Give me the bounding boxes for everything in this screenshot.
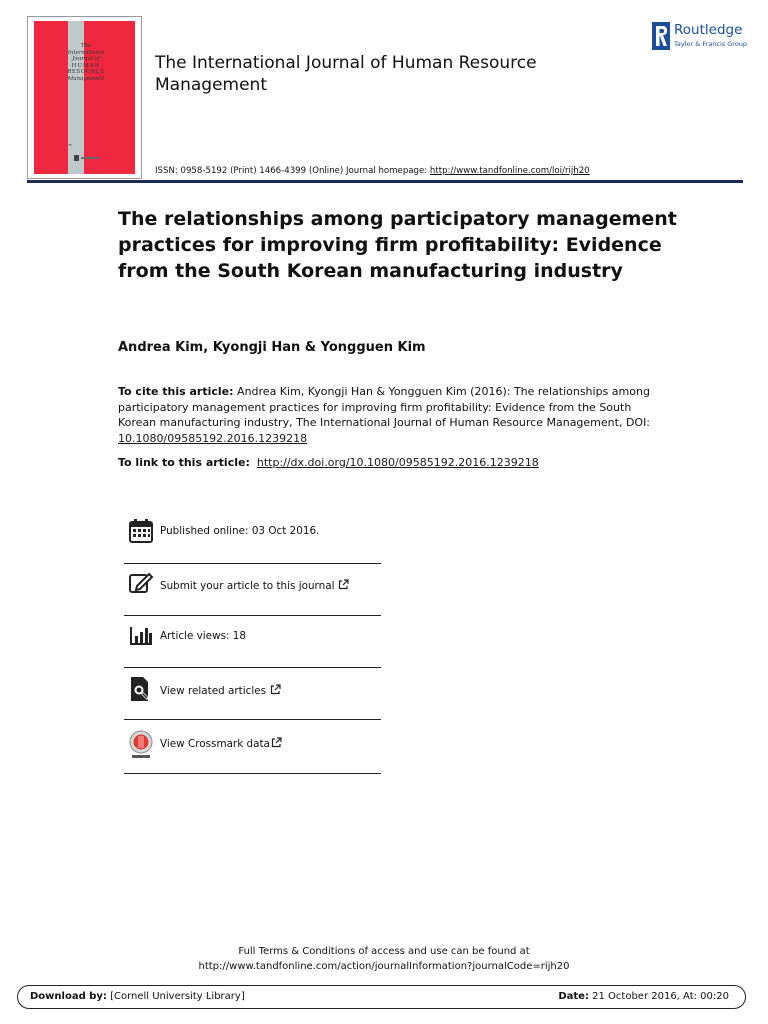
publisher-name: Routledge xyxy=(674,22,743,38)
edit-icon xyxy=(128,570,154,596)
date-label: Date: xyxy=(558,991,589,1002)
cover-title-line: The xyxy=(80,43,92,49)
cover-title-line: International xyxy=(67,49,105,56)
article-link-line xyxy=(118,456,539,469)
crossmark-row[interactable] xyxy=(124,722,381,774)
article-title: The relationships among participatory management practices for improving firm profitability: Evidence from the South Korean manufacturing industry xyxy=(118,208,677,282)
cover-decoration: · · · ▬ · xyxy=(68,118,72,155)
cover-title xyxy=(56,43,116,82)
external-link-icon xyxy=(270,684,281,695)
cover-publisher-mark xyxy=(74,153,100,163)
download-info-bar xyxy=(17,985,746,1009)
cover-title-line: Management xyxy=(67,75,105,82)
terms-block xyxy=(0,944,768,974)
article-views-row xyxy=(124,616,381,668)
submit-article-link[interactable] xyxy=(160,579,349,592)
journal-cover-image xyxy=(27,16,142,179)
article-authors: Andrea Kim, Kyongji Han & Yongguen Kim xyxy=(118,340,426,355)
terms-url-link[interactable]: http://www.tandfonline.com/action/journalInformation?journalCode=rijh20 xyxy=(198,961,570,972)
routledge-logo-icon xyxy=(652,22,670,50)
issn-line xyxy=(155,166,590,176)
cover-title-line: RESOURCE xyxy=(67,69,105,75)
published-online-label: Published online: 03 Oct 2016. xyxy=(160,525,320,537)
header-divider xyxy=(27,180,743,183)
published-online-row xyxy=(124,512,381,564)
doi-link[interactable]: 10.1080/09585192.2016.1239218 xyxy=(118,431,308,445)
citation-text: Andrea Kim, Kyongji Han & Yongguen Kim (2016): The relationships among participatory management practices for improving firm profitability: Evidence from the South Korean manufacturing industry, The International Journal of Human Resource Management, DOI: xyxy=(118,385,651,429)
crossmark-label: View Crossmark data xyxy=(160,738,270,750)
submit-article-row[interactable] xyxy=(124,564,381,616)
cover-title-line: HUMAN xyxy=(71,62,101,69)
article-url-link[interactable]: http://dx.doi.org/10.1080/09585192.2016.1239218 xyxy=(256,456,539,469)
search-document-icon xyxy=(128,676,154,702)
download-value: [Cornell University Library] xyxy=(106,991,245,1002)
cover-title-line: Journal of xyxy=(72,56,100,62)
external-link-icon xyxy=(271,737,282,748)
crossmark-icon xyxy=(128,730,154,760)
date-value: 21 October 2016, At: 00:20 xyxy=(588,991,729,1002)
related-articles-row[interactable] xyxy=(124,668,381,720)
bar-chart-icon xyxy=(128,621,154,647)
download-date xyxy=(558,991,729,1002)
terms-text: Full Terms & Conditions of access and use can be found at xyxy=(238,946,530,957)
citation-label: To cite this article: xyxy=(118,385,234,398)
publisher-subtitle: Taylor & Francis Group xyxy=(674,40,748,48)
journal-title[interactable]: The International Journal of Human Resource Management xyxy=(155,53,537,95)
download-by xyxy=(30,991,245,1002)
related-articles-link[interactable] xyxy=(160,684,281,697)
journal-homepage-link[interactable]: http://www.tandfonline.com/loi/rijh20 xyxy=(429,166,590,176)
external-link-icon xyxy=(338,579,349,590)
citation-block xyxy=(118,384,658,446)
issn-text: ISSN: 0958-5192 (Print) 1466-4399 (Online) Journal homepage: xyxy=(155,166,430,176)
link-label: To link to this article: xyxy=(118,456,250,469)
related-articles-label: View related articles xyxy=(160,685,267,697)
article-views-label: Article views: 18 xyxy=(160,630,247,642)
submit-article-label: Submit your article to this journal xyxy=(160,580,335,592)
crossmark-link[interactable] xyxy=(160,737,282,750)
calendar-icon xyxy=(128,518,154,544)
download-label: Download by: xyxy=(30,991,107,1002)
